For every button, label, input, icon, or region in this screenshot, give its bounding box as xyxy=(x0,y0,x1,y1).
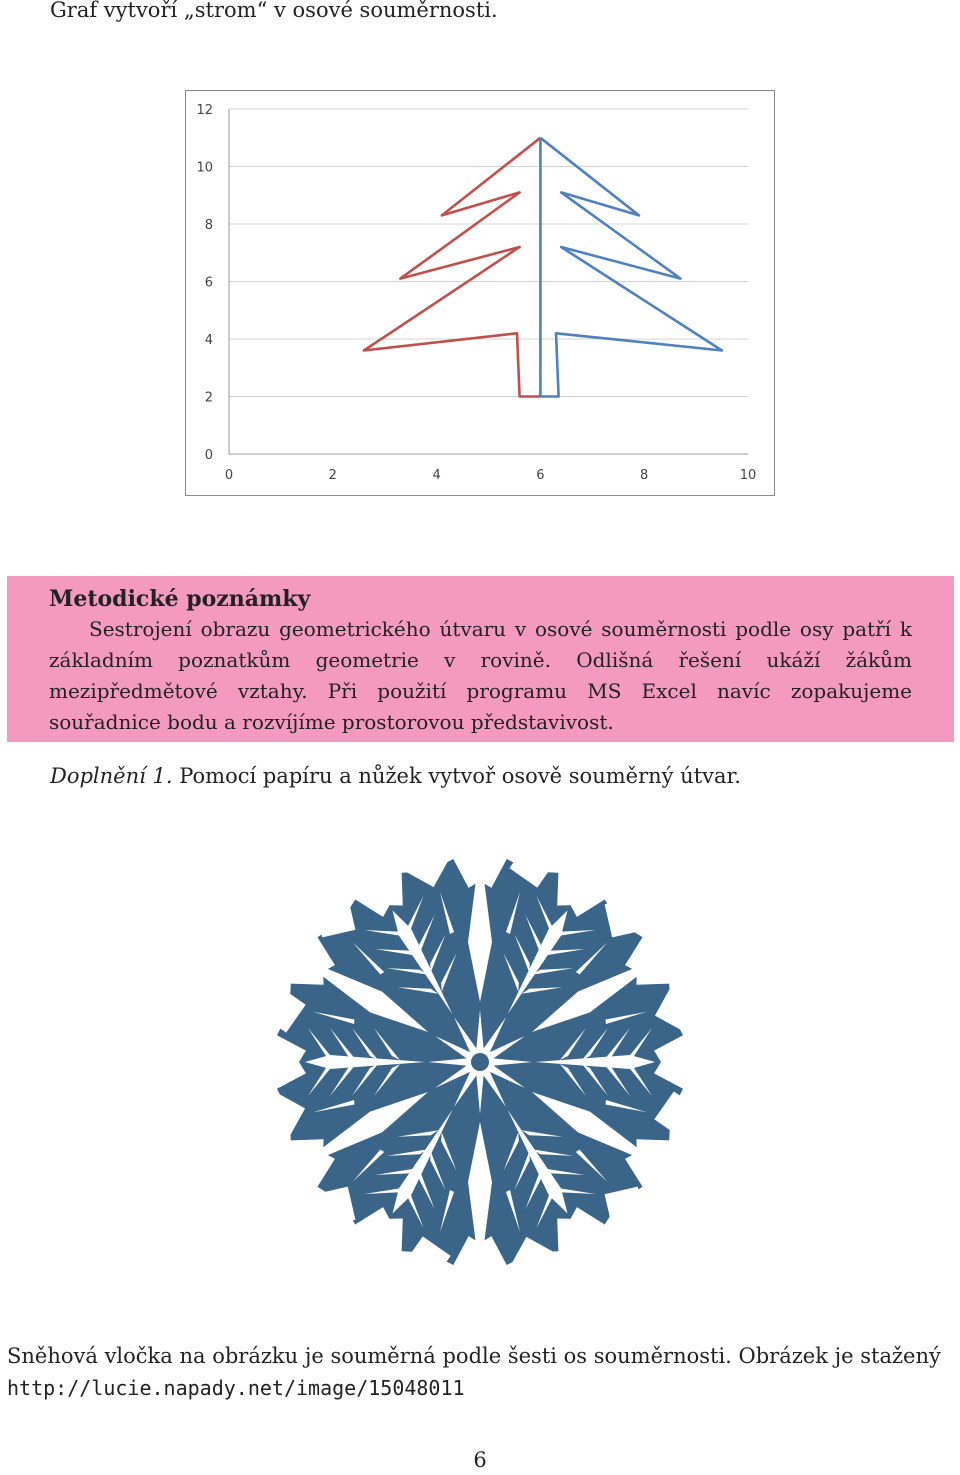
y-tick-label: 0 xyxy=(204,448,213,463)
addendum-text: Pomocí papíru a nůžek vytvoř osově souměrný útvar. xyxy=(179,764,741,788)
y-tick-label: 6 xyxy=(204,275,213,291)
snowflake-center-dot xyxy=(471,1053,489,1071)
x-tick-label: 8 xyxy=(640,468,649,483)
addendum-label: Doplnění 1. xyxy=(50,764,173,788)
y-tick-label: 10 xyxy=(196,160,213,176)
tree-chart xyxy=(185,90,775,496)
snowflake-image xyxy=(240,822,720,1302)
addendum xyxy=(50,764,741,788)
y-tick-label: 4 xyxy=(204,333,213,348)
intro-line: Graf vytvoří „strom“ v osové souměrnosti. xyxy=(50,0,498,22)
methodical-notes-box xyxy=(7,576,954,742)
y-tick-label: 12 xyxy=(196,103,213,118)
caption-url: http://lucie.napady.net/image/15048011 xyxy=(7,1376,465,1400)
methodical-notes-title: Metodické poznámky xyxy=(49,586,311,612)
y-tick-label: 8 xyxy=(204,218,213,233)
caption-text: Sněhová vločka na obrázku je souměrná podle šesti os souměrnosti. Obrázek je stažený xyxy=(7,1344,941,1368)
caption xyxy=(7,1340,954,1404)
x-tick-label: 6 xyxy=(536,468,545,483)
x-tick-label: 10 xyxy=(739,468,757,483)
tree-chart-svg xyxy=(186,91,774,495)
x-tick-label: 4 xyxy=(432,468,441,483)
tree-left-half-line xyxy=(364,138,541,397)
x-tick-label: 2 xyxy=(328,468,337,483)
methodical-notes-body: Sestrojení obrazu geometrického útvaru v osové souměrnosti podle osy patří k základním poznatkům geometrie v rovině. Odlišná řešení ukáží žákům mezipředmětové vztahy. Při použití programu MS Excel navíc zopakujeme souřadnice bodu a rozvíjíme prostorovou představivost. xyxy=(49,617,912,734)
tree-right-half-line xyxy=(540,138,722,397)
y-tick-label: 2 xyxy=(204,390,213,406)
page-number: 6 xyxy=(473,1448,487,1472)
x-tick-label: 0 xyxy=(224,468,234,483)
snowflake-svg xyxy=(240,822,720,1302)
